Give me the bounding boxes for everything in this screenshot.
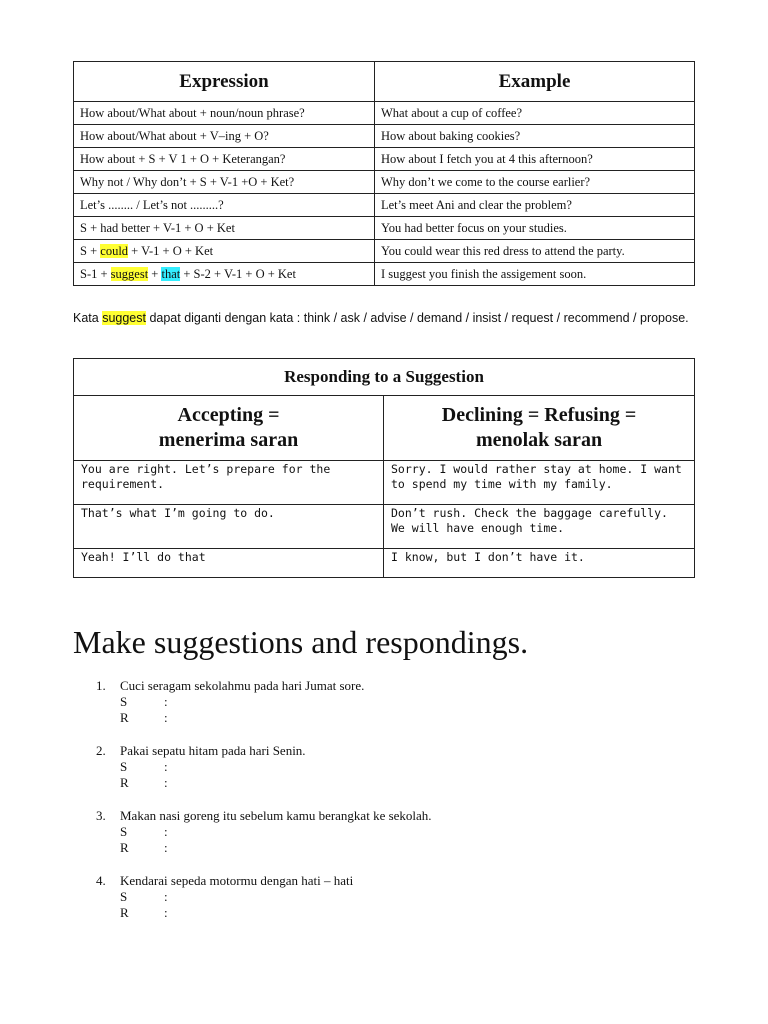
- list-item: [96, 678, 696, 726]
- expression-text: S-1 +: [80, 267, 111, 281]
- note-paragraph: [73, 310, 698, 327]
- note-suffix: dapat diganti dengan kata : think / ask / advise / demand / insist / request / recommend / propose.: [145, 311, 689, 325]
- colon: :: [164, 759, 168, 774]
- table-row: [74, 263, 695, 286]
- expression-text: +: [148, 267, 162, 281]
- expression-cell: Why not / Why don’t + S + V-1 +O + Ket?: [74, 171, 375, 194]
- exercise-prompt: [96, 808, 696, 824]
- exercise-number: 2.: [96, 743, 106, 758]
- colon: :: [164, 905, 168, 920]
- accepting-header-line1: Accepting =: [177, 404, 280, 426]
- example-cell: I suggest you finish the assigement soon.: [375, 263, 695, 286]
- expression-cell: [74, 240, 375, 263]
- example-cell: What about a cup of coffee?: [375, 102, 695, 125]
- section-title: Make suggestions and respondings.: [73, 624, 529, 660]
- decline-cell: Sorry. I would rather stay at home. I want to spend my time with my family.: [384, 461, 695, 505]
- accept-cell: You are right. Let’s prepare for the requirement.: [74, 461, 384, 505]
- suggestion-label: S: [120, 889, 128, 904]
- expression-text: + S-2 + V-1 + O + Ket: [180, 267, 296, 281]
- expression-cell: Let’s ........ / Let’s not .........?: [74, 194, 375, 217]
- response-line: [96, 905, 696, 921]
- exercise-text: Kendarai sepeda motormu dengan hati – hati: [120, 873, 354, 888]
- declining-header: [384, 396, 695, 461]
- exercise-list: [96, 678, 696, 938]
- declining-header-line2: menolak saran: [475, 429, 603, 451]
- expression-header: Expression: [74, 62, 375, 102]
- colon: :: [164, 775, 168, 790]
- suggestion-label: S: [120, 759, 128, 774]
- exercise-number: 3.: [96, 808, 106, 823]
- suggestion-label: S: [120, 824, 128, 839]
- colon: :: [164, 824, 168, 839]
- response-table: [73, 358, 695, 578]
- accept-cell: Yeah! I’ll do that: [74, 549, 384, 578]
- colon: :: [164, 710, 168, 725]
- expression-cell: [74, 263, 375, 286]
- example-header: Example: [375, 62, 695, 102]
- expression-table: [73, 61, 695, 286]
- response-label: R: [120, 775, 129, 790]
- exercise-prompt: [96, 873, 696, 889]
- note-prefix: Kata: [73, 311, 103, 325]
- expression-cell: How about/What about + noun/noun phrase?: [74, 102, 375, 125]
- example-cell: How about baking cookies?: [375, 125, 695, 148]
- example-cell: You could wear this red dress to attend the party.: [375, 240, 695, 263]
- suggestion-line: [96, 694, 696, 710]
- accepting-header: [74, 396, 384, 461]
- table-row: [74, 125, 695, 148]
- exercise-text: Makan nasi goreng itu sebelum kamu berangkat ke sekolah.: [120, 808, 432, 823]
- exercise-prompt: [96, 678, 696, 694]
- exercise-number: 4.: [96, 873, 106, 888]
- example-cell: How about I fetch you at 4 this afternoon?: [375, 148, 695, 171]
- note-highlight-suggest: suggest: [102, 311, 146, 325]
- table-row: [74, 505, 695, 549]
- list-item: [96, 808, 696, 856]
- suggestion-line: [96, 759, 696, 775]
- accept-cell: That’s what I’m going to do.: [74, 505, 384, 549]
- expression-text: + V-1 + O + Ket: [128, 244, 214, 258]
- exercise-prompt: [96, 743, 696, 759]
- table-row: [74, 171, 695, 194]
- list-item: [96, 743, 696, 791]
- list-item: [96, 873, 696, 921]
- response-table-title-row: [74, 359, 695, 396]
- declining-header-line1: Declining = Refusing =: [441, 404, 637, 426]
- highlighted-word-could: could: [100, 244, 129, 258]
- suggestion-label: S: [120, 694, 128, 709]
- response-line: [96, 710, 696, 726]
- example-cell: Why don’t we come to the course earlier?: [375, 171, 695, 194]
- table-row: [74, 194, 695, 217]
- suggestion-line: [96, 824, 696, 840]
- example-cell: Let’s meet Ani and clear the problem?: [375, 194, 695, 217]
- table-row: [74, 240, 695, 263]
- decline-cell: Don’t rush. Check the baggage carefully. We will have enough time.: [384, 505, 695, 549]
- exercise-number: 1.: [96, 678, 106, 693]
- expression-cell: How about + S + V 1 + O + Keterangan?: [74, 148, 375, 171]
- table-row: [74, 217, 695, 240]
- decline-cell: I know, but I don’t have it.: [384, 549, 695, 578]
- expression-text: S +: [80, 244, 101, 258]
- highlighted-word-that: that: [161, 267, 181, 281]
- colon: :: [164, 694, 168, 709]
- exercise-text: Cuci seragam sekolahmu pada hari Jumat sore.: [120, 678, 365, 693]
- response-label: R: [120, 710, 129, 725]
- table-row: [74, 549, 695, 578]
- response-label: R: [120, 840, 129, 855]
- table-row: [74, 148, 695, 171]
- response-line: [96, 775, 696, 791]
- colon: :: [164, 889, 168, 904]
- table-row: [74, 461, 695, 505]
- suggestion-line: [96, 889, 696, 905]
- expression-cell: How about/What about + V–ing + O?: [74, 125, 375, 148]
- highlighted-word-suggest: suggest: [110, 267, 149, 281]
- response-table-header-row: [74, 396, 695, 461]
- response-label: R: [120, 905, 129, 920]
- response-line: [96, 840, 696, 856]
- exercise-text: Pakai sepatu hitam pada hari Senin.: [120, 743, 306, 758]
- accepting-header-line2: menerima saran: [158, 429, 299, 451]
- table-row: [74, 102, 695, 125]
- example-cell: You had better focus on your studies.: [375, 217, 695, 240]
- expression-cell: S + had better + V-1 + O + Ket: [74, 217, 375, 240]
- response-table-title: Responding to a Suggestion: [74, 359, 695, 396]
- colon: :: [164, 840, 168, 855]
- expression-table-header: [74, 62, 695, 102]
